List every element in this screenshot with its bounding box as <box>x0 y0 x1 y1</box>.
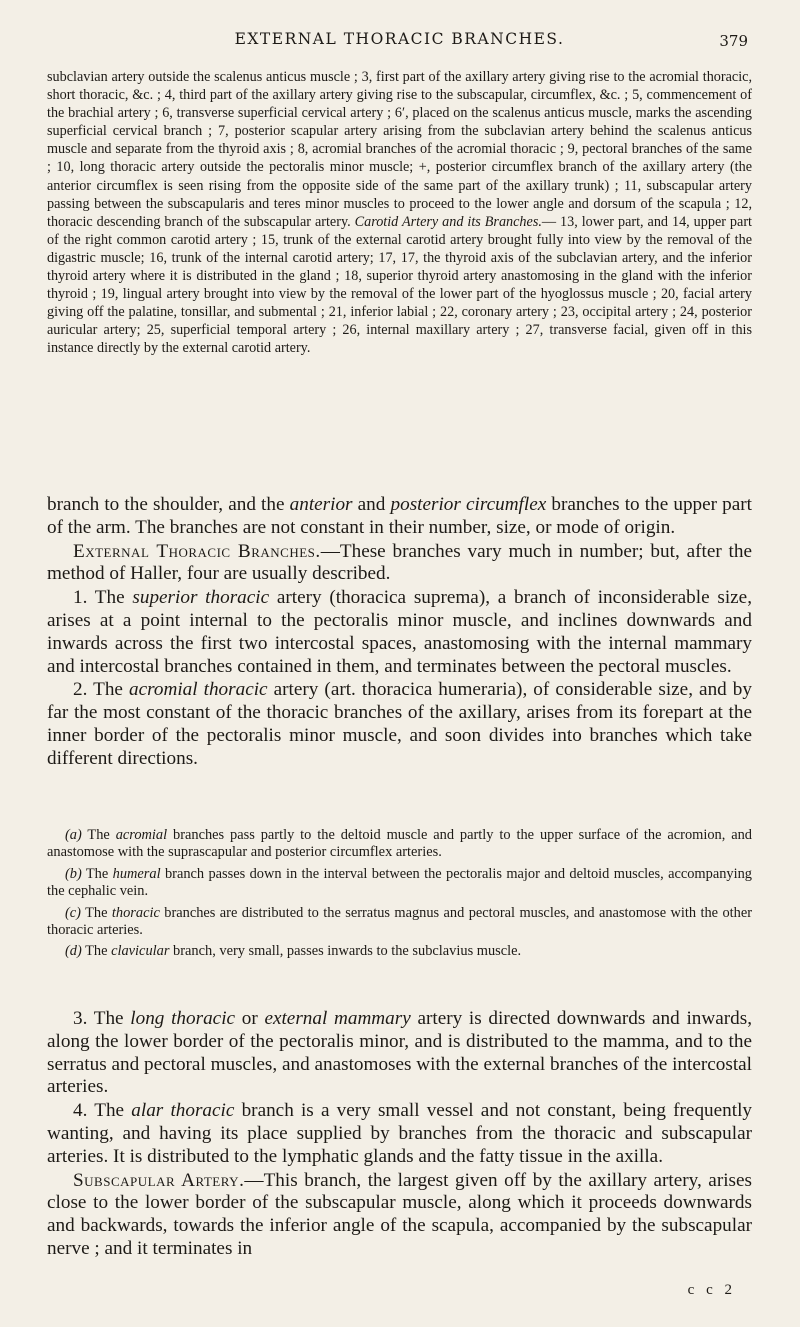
main-text <box>47 494 752 772</box>
italic-term: clavicular <box>111 943 170 960</box>
item-label: (b) <box>65 865 82 882</box>
paragraph-continuation <box>47 494 752 540</box>
item-label: (a) <box>65 827 82 843</box>
italic-term: anterior <box>289 494 353 515</box>
text-run: The <box>80 904 112 921</box>
item-label: (d) <box>65 943 82 960</box>
running-header <box>47 30 752 54</box>
text-run: —This branch, the largest given off by the axillary artery, arises close to the lower border of the subscapular muscle, along which it proceeds downwards and backwards, towards the inferior angle of the scapula, accompanied by the subscapular nerve ; and it terminates in <box>47 1169 752 1259</box>
sub-item-a <box>47 827 752 862</box>
text-run: or <box>235 1008 265 1029</box>
caption-text-continued: — 13, lower part, and 14, upper part of the right common carotid artery ; 15, trunk of the external carotid artery brought fully into view by the removal of the digastric muscle; 16, trunk of the internal carotid artery; 17, 17, the thyroid axis of the subclavian artery, and the inferior thyroid artery where it is distributed in the gland ; 18, superior thyroid artery anastomosing in the gland with the inferior thyroid ; 19, lingual artery brought into view by the removal of the lower part of the hyoglossus muscle ; 20, facial artery giving off the palatine, tonsillar, and submental ; 21, inferior labial ; 22, coronary artery ; 23, occipital artery ; 24, posterior auricular artery; 25, superficial temporal artery ; 26, internal maxillary artery ; 27, transverse facial, given off in this instance directly by the external carotid artery. <box>47 213 752 357</box>
sub-item-d <box>47 943 752 960</box>
text-run: The <box>81 827 116 843</box>
paragraph-long-thoracic <box>47 1008 752 1099</box>
text-run: branch to the shoulder, and the <box>47 494 290 515</box>
section-external-thoracic <box>47 541 752 587</box>
italic-term: superior thoracic <box>132 587 270 609</box>
section-heading: Subscapular Artery. <box>73 1169 245 1191</box>
caption-paragraph <box>47 68 752 358</box>
sub-branches-list <box>47 827 752 965</box>
paragraph-superior-thoracic <box>47 587 752 678</box>
italic-term: alar thoracic <box>131 1100 235 1122</box>
sub-item-b <box>47 866 752 901</box>
text-run: branches to the upper part of the arm. The branches are not constant in their number, size, or mode of origin. <box>47 494 752 538</box>
text-run: artery (thoracica suprema), a branch of inconsiderable size, arises at a point internal to the pectoralis minor muscle, and inclines downwards and inwards across the first two intercostal spaces, anastomosing with the internal mammary and intercostal branches contained in them, and terminates between the pectoral muscles. <box>47 587 752 677</box>
text-run: 3. The <box>73 1008 131 1029</box>
text-run: 1. The <box>73 587 133 609</box>
text-run: branches pass partly to the deltoid muscle and partly to the upper surface of the acromion, and anastomose with the suprascapular and posterior circumflex arteries. <box>47 827 752 861</box>
paragraph-acromial-thoracic <box>47 679 752 770</box>
text-run: artery (art. thoracica humeraria), of considerable size, and by far the most constant of the thoracic branches of the axillary, arises from its forepart at the inner border of the pectoralis minor muscle, and soon divides into branches which take different directions. <box>47 679 752 769</box>
text-run: branch, very small, passes inwards to the subclavius muscle. <box>169 943 522 960</box>
italic-term: thoracic <box>111 904 160 921</box>
item-label: (c) <box>65 904 81 921</box>
text-run: branch passes down in the interval between the pectoralis major and deltoid muscles, accompanying the cephalic vein. <box>47 865 752 900</box>
section-subscapular-artery <box>47 1170 752 1261</box>
caption-text: subclavian artery outside the scalenus anticus muscle ; 3, first part of the axillary artery giving rise to the acromial thoracic, short thoracic, &c. ; 4, third part of the axillary artery giving rise to the subscapular, circumflex, &c. ; 5, commencement of the brachial artery ; 6, transverse superficial cervical artery ; 6′, placed on the scalenus anticus muscle, marks the ascending superficial cervical branch ; 7, posterior scapular artery arising from the subclavian artery behind the scalenus anticus muscle and separate from the thyroid axis ; 8, acromial branches of the acromial thoracic ; 9, pectoral branches of the same ; 10, long thoracic artery outside the pectoralis minor muscle; +, posterior circumflex branch of the axillary artery (the anterior circumflex is seen rising from the opposite side of the same part of the axillary trunk) ; 11, subscapular artery passing between the subscapularis and teres minor muscles to proceed to the lower angle and dorsum of the scapula ; 12, thoracic descending branch of the subscapular artery. <box>47 69 752 230</box>
italic-term: acromial <box>115 827 168 843</box>
italic-term: external mammary <box>264 1008 411 1029</box>
text-run: branch is a very small vessel and not constant, being frequently wanting, and having its place supplied by branches from the thoracic and subscapular arteries. It is distributed to the lymphatic glands and the fatty tissue in the axilla. <box>47 1100 753 1167</box>
caption-italic-heading: Carotid Artery and its Branches. <box>354 213 542 230</box>
italic-term: long thoracic <box>130 1008 236 1029</box>
main-text-continued <box>47 1008 752 1262</box>
section-heading: External Thoracic Branches. <box>73 540 321 562</box>
italic-term: posterior circumflex <box>390 494 547 515</box>
page-number: 379 <box>719 32 748 50</box>
page-title: EXTERNAL THORACIC BRANCHES. <box>234 30 565 48</box>
text-run: The <box>81 865 113 882</box>
text-run: branches are distributed to the serratus magnus and pectoral muscles, and anastomose with the other thoracic arteries. <box>47 904 753 939</box>
text-run: The <box>81 943 112 960</box>
figure-caption <box>47 68 752 358</box>
printer-signature: c c 2 <box>687 1282 736 1298</box>
text-run: —These branches vary much in number; but, after the method of Haller, four are usually described. <box>47 540 752 585</box>
sub-item-c <box>47 905 752 940</box>
italic-term: humeral <box>112 865 161 882</box>
text-run: 4. The <box>73 1100 132 1122</box>
text-run: and <box>352 494 391 515</box>
paragraph-alar-thoracic <box>47 1100 752 1168</box>
text-run: 2. The <box>73 679 129 701</box>
italic-term: acromial thoracic <box>129 679 268 701</box>
text-run: artery is directed downwards and inwards, along the lower border of the pectoralis minor, and is distributed to the mamma, and to the serratus and pectoral muscles, and anastomoses with the external branches of the intercostal arteries. <box>47 1008 752 1098</box>
